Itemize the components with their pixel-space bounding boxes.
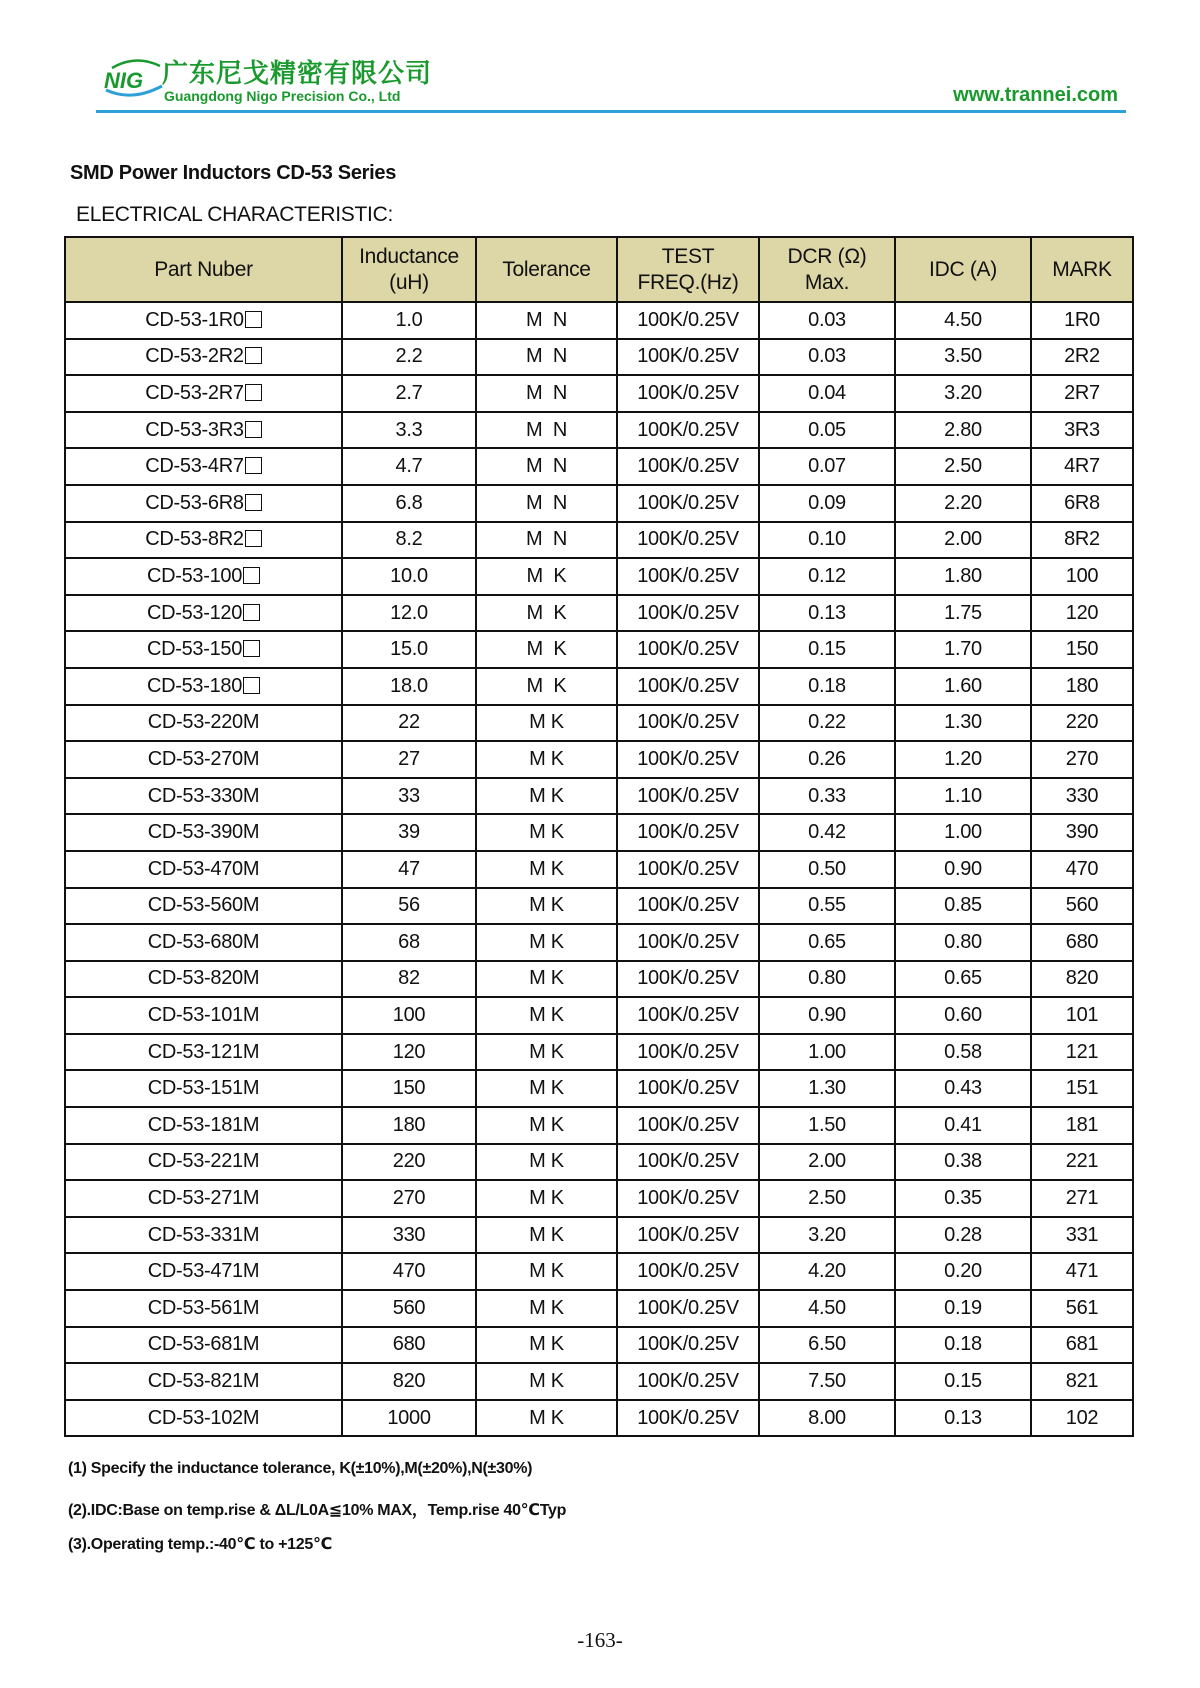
mark-cell: 331 <box>1031 1217 1133 1254</box>
table-row <box>65 851 1133 888</box>
mark-cell: 180 <box>1031 668 1133 705</box>
table-row <box>65 448 1133 485</box>
part-number-cell: CD-53-221M <box>65 1144 342 1181</box>
tolerance-cell: M K <box>476 1144 617 1181</box>
dcr-cell: 0.13 <box>759 595 895 632</box>
test-freq-cell: 100K/0.25V <box>617 741 759 778</box>
mark-cell: 561 <box>1031 1290 1133 1327</box>
part-number-cell: CD-53-101M <box>65 997 342 1034</box>
table-row <box>65 1107 1133 1144</box>
idc-cell: 0.90 <box>895 851 1031 888</box>
table-row <box>65 668 1133 705</box>
idc-cell: 1.00 <box>895 814 1031 851</box>
tolerance-cell: M K <box>476 741 617 778</box>
table-body <box>65 302 1133 1436</box>
col-header-dcr: DCR (Ω) Max. <box>759 237 895 302</box>
mark-cell: 1R0 <box>1031 302 1133 339</box>
part-number-cell: CD-53-120 <box>65 595 342 632</box>
idc-cell: 1.70 <box>895 631 1031 668</box>
dcr-cell: 0.22 <box>759 705 895 742</box>
table-row <box>65 412 1133 449</box>
inductance-cell: 27 <box>342 741 476 778</box>
test-freq-cell: 100K/0.25V <box>617 631 759 668</box>
tolerance-cell: M K <box>476 1253 617 1290</box>
test-freq-cell: 100K/0.25V <box>617 339 759 376</box>
part-number-cell: CD-53-271M <box>65 1180 342 1217</box>
part-number-cell: CD-53-390M <box>65 814 342 851</box>
mark-cell: 390 <box>1031 814 1133 851</box>
test-freq-cell: 100K/0.25V <box>617 778 759 815</box>
tolerance-cell: M K <box>476 997 617 1034</box>
tolerance-cell: M K <box>476 961 617 998</box>
dcr-cell: 0.33 <box>759 778 895 815</box>
table-row <box>65 1180 1133 1217</box>
inductance-cell: 180 <box>342 1107 476 1144</box>
idc-cell: 1.80 <box>895 558 1031 595</box>
inductance-cell: 39 <box>342 814 476 851</box>
table-row <box>65 302 1133 339</box>
tolerance-cell: M K <box>476 1217 617 1254</box>
tolerance-cell: M N <box>476 448 617 485</box>
dcr-cell: 0.03 <box>759 339 895 376</box>
idc-cell: 0.80 <box>895 924 1031 961</box>
test-freq-cell: 100K/0.25V <box>617 1070 759 1107</box>
dcr-cell: 0.90 <box>759 997 895 1034</box>
test-freq-cell: 100K/0.25V <box>617 375 759 412</box>
tolerance-cell: M K <box>476 1327 617 1364</box>
dcr-cell: 0.18 <box>759 668 895 705</box>
inductance-cell: 150 <box>342 1070 476 1107</box>
dcr-cell: 0.03 <box>759 302 895 339</box>
part-number-cell: CD-53-561M <box>65 1290 342 1327</box>
part-number-cell: CD-53-150 <box>65 631 342 668</box>
mark-cell: 2R2 <box>1031 339 1133 376</box>
mark-cell: 821 <box>1031 1363 1133 1400</box>
test-freq-cell: 100K/0.25V <box>617 961 759 998</box>
inductance-cell: 1.0 <box>342 302 476 339</box>
dcr-cell: 0.04 <box>759 375 895 412</box>
inductance-cell: 1000 <box>342 1400 476 1437</box>
idc-cell: 0.28 <box>895 1217 1031 1254</box>
idc-cell: 0.41 <box>895 1107 1031 1144</box>
table-row <box>65 1217 1133 1254</box>
part-number-cell: CD-53-151M <box>65 1070 342 1107</box>
table-row <box>65 375 1133 412</box>
test-freq-cell: 100K/0.25V <box>617 1034 759 1071</box>
page-header <box>96 50 1126 112</box>
idc-cell: 2.50 <box>895 448 1031 485</box>
idc-cell: 1.30 <box>895 705 1031 742</box>
tolerance-code-box <box>245 311 262 328</box>
inductance-cell: 4.7 <box>342 448 476 485</box>
inductance-cell: 120 <box>342 1034 476 1071</box>
tolerance-cell: M K <box>476 851 617 888</box>
part-number-cell: CD-53-331M <box>65 1217 342 1254</box>
inductance-cell: 15.0 <box>342 631 476 668</box>
tolerance-cell: M K <box>476 558 617 595</box>
part-number-cell: CD-53-470M <box>65 851 342 888</box>
tolerance-cell: M N <box>476 412 617 449</box>
inductance-cell: 82 <box>342 961 476 998</box>
inductance-cell: 820 <box>342 1363 476 1400</box>
test-freq-cell: 100K/0.25V <box>617 705 759 742</box>
test-freq-cell: 100K/0.25V <box>617 924 759 961</box>
test-freq-cell: 100K/0.25V <box>617 412 759 449</box>
test-freq-cell: 100K/0.25V <box>617 851 759 888</box>
dcr-cell: 0.42 <box>759 814 895 851</box>
part-number-cell: CD-53-181M <box>65 1107 342 1144</box>
company-name-cn: 广东尼戈精密有限公司 <box>162 59 433 89</box>
mark-cell: 2R7 <box>1031 375 1133 412</box>
mark-cell: 6R8 <box>1031 485 1133 522</box>
col-header-tolerance: Tolerance <box>476 237 617 302</box>
table-row <box>65 888 1133 925</box>
dcr-cell: 7.50 <box>759 1363 895 1400</box>
tolerance-cell: M K <box>476 924 617 961</box>
inductance-cell: 22 <box>342 705 476 742</box>
mark-cell: 121 <box>1031 1034 1133 1071</box>
test-freq-cell: 100K/0.25V <box>617 1363 759 1400</box>
dcr-cell: 6.50 <box>759 1327 895 1364</box>
idc-cell: 4.50 <box>895 302 1031 339</box>
test-freq-cell: 100K/0.25V <box>617 595 759 632</box>
idc-cell: 0.58 <box>895 1034 1031 1071</box>
mark-cell: 330 <box>1031 778 1133 815</box>
idc-cell: 1.75 <box>895 595 1031 632</box>
inductance-cell: 56 <box>342 888 476 925</box>
tolerance-code-box <box>245 530 262 547</box>
part-number-cell: CD-53-121M <box>65 1034 342 1071</box>
idc-cell: 3.20 <box>895 375 1031 412</box>
table-row <box>65 961 1133 998</box>
idc-cell: 2.80 <box>895 412 1031 449</box>
inductance-cell: 12.0 <box>342 595 476 632</box>
table-row <box>65 558 1133 595</box>
inductance-cell: 470 <box>342 1253 476 1290</box>
table-row <box>65 924 1133 961</box>
idc-cell: 1.60 <box>895 668 1031 705</box>
tolerance-code-box <box>245 384 262 401</box>
part-number-cell: CD-53-820M <box>65 961 342 998</box>
note-1: (1) Specify the inductance tolerance, K(±10%),M(±20%),N(±30%) <box>68 1460 533 1477</box>
tolerance-code-box <box>243 604 260 621</box>
dcr-cell: 1.50 <box>759 1107 895 1144</box>
test-freq-cell: 100K/0.25V <box>617 1253 759 1290</box>
dcr-cell: 2.50 <box>759 1180 895 1217</box>
dcr-cell: 4.20 <box>759 1253 895 1290</box>
inductance-cell: 47 <box>342 851 476 888</box>
idc-cell: 0.20 <box>895 1253 1031 1290</box>
mark-cell: 181 <box>1031 1107 1133 1144</box>
electrical-characteristic-table <box>64 236 1134 1437</box>
dcr-cell: 4.50 <box>759 1290 895 1327</box>
part-number-cell: CD-53-100 <box>65 558 342 595</box>
mark-cell: 270 <box>1031 741 1133 778</box>
idc-cell: 0.18 <box>895 1327 1031 1364</box>
idc-cell: 2.20 <box>895 485 1031 522</box>
mark-cell: 151 <box>1031 1070 1133 1107</box>
document-title: SMD Power Inductors CD-53 Series <box>70 162 397 184</box>
dcr-cell: 0.09 <box>759 485 895 522</box>
mark-cell: 220 <box>1031 705 1133 742</box>
tolerance-cell: M K <box>476 1070 617 1107</box>
part-number-cell: CD-53-2R2 <box>65 339 342 376</box>
test-freq-cell: 100K/0.25V <box>617 1107 759 1144</box>
test-freq-cell: 100K/0.25V <box>617 668 759 705</box>
test-freq-cell: 100K/0.25V <box>617 1217 759 1254</box>
table-row <box>65 1070 1133 1107</box>
table-row <box>65 595 1133 632</box>
dcr-cell: 0.26 <box>759 741 895 778</box>
idc-cell: 0.60 <box>895 997 1031 1034</box>
tolerance-code-box <box>243 567 260 584</box>
test-freq-cell: 100K/0.25V <box>617 1144 759 1181</box>
mark-cell: 820 <box>1031 961 1133 998</box>
col-header-test-freq: TEST FREQ.(Hz) <box>617 237 759 302</box>
tolerance-cell: M N <box>476 522 617 559</box>
table-row <box>65 631 1133 668</box>
tolerance-cell: M N <box>476 302 617 339</box>
tolerance-cell: M N <box>476 485 617 522</box>
tolerance-code-box <box>245 457 262 474</box>
note-2: (2).IDC:Base on temp.rise & ΔL/L0A≦10% MAX，Temp.rise 40℃Typ <box>68 1502 567 1519</box>
mark-cell: 4R7 <box>1031 448 1133 485</box>
inductance-cell: 2.2 <box>342 339 476 376</box>
part-number-cell: CD-53-4R7 <box>65 448 342 485</box>
inductance-cell: 33 <box>342 778 476 815</box>
test-freq-cell: 100K/0.25V <box>617 448 759 485</box>
table-row <box>65 522 1133 559</box>
idc-cell: 0.43 <box>895 1070 1031 1107</box>
table-row <box>65 339 1133 376</box>
table-row <box>65 1400 1133 1437</box>
dcr-cell: 3.20 <box>759 1217 895 1254</box>
dcr-cell: 0.05 <box>759 412 895 449</box>
part-number-cell: CD-53-680M <box>65 924 342 961</box>
test-freq-cell: 100K/0.25V <box>617 1327 759 1364</box>
table-header-row <box>65 237 1133 302</box>
tolerance-cell: M N <box>476 375 617 412</box>
part-number-cell: CD-53-471M <box>65 1253 342 1290</box>
col-header-mark: MARK <box>1031 237 1133 302</box>
tolerance-code-box <box>243 640 260 657</box>
table-row <box>65 997 1133 1034</box>
inductance-cell: 100 <box>342 997 476 1034</box>
idc-cell: 0.35 <box>895 1180 1031 1217</box>
part-number-cell: CD-53-1R0 <box>65 302 342 339</box>
dcr-cell: 0.10 <box>759 522 895 559</box>
dcr-cell: 0.12 <box>759 558 895 595</box>
tolerance-code-box <box>245 494 262 511</box>
mark-cell: 101 <box>1031 997 1133 1034</box>
idc-cell: 3.50 <box>895 339 1031 376</box>
col-header-idc: IDC (A) <box>895 237 1031 302</box>
table-row <box>65 1363 1133 1400</box>
part-number-cell: CD-53-821M <box>65 1363 342 1400</box>
tolerance-cell: M K <box>476 1180 617 1217</box>
website-link[interactable]: www.trannei.com <box>953 84 1118 106</box>
mark-cell: 3R3 <box>1031 412 1133 449</box>
idc-cell: 2.00 <box>895 522 1031 559</box>
tolerance-cell: M K <box>476 1400 617 1437</box>
tolerance-cell: M K <box>476 888 617 925</box>
idc-cell: 1.10 <box>895 778 1031 815</box>
test-freq-cell: 100K/0.25V <box>617 522 759 559</box>
test-freq-cell: 100K/0.25V <box>617 302 759 339</box>
company-name-en: Guangdong Nigo Precision Co., Ltd <box>164 88 401 104</box>
tolerance-cell: M K <box>476 668 617 705</box>
part-number-cell: CD-53-180 <box>65 668 342 705</box>
part-number-cell: CD-53-3R3 <box>65 412 342 449</box>
part-number-cell: CD-53-8R2 <box>65 522 342 559</box>
tolerance-cell: M K <box>476 705 617 742</box>
dcr-cell: 0.07 <box>759 448 895 485</box>
notes-section <box>68 1460 1068 1571</box>
part-number-cell: CD-53-2R7 <box>65 375 342 412</box>
col-header-inductance: Inductance (uH) <box>342 237 476 302</box>
dcr-cell: 0.80 <box>759 961 895 998</box>
test-freq-cell: 100K/0.25V <box>617 1180 759 1217</box>
part-number-cell: CD-53-560M <box>65 888 342 925</box>
idc-cell: 0.15 <box>895 1363 1031 1400</box>
inductance-cell: 270 <box>342 1180 476 1217</box>
tolerance-cell: M N <box>476 339 617 376</box>
idc-cell: 0.65 <box>895 961 1031 998</box>
inductance-cell: 6.8 <box>342 485 476 522</box>
logo-text: NIG <box>104 68 144 93</box>
mark-cell: 120 <box>1031 595 1133 632</box>
idc-cell: 0.38 <box>895 1144 1031 1181</box>
test-freq-cell: 100K/0.25V <box>617 814 759 851</box>
dcr-cell: 0.50 <box>759 851 895 888</box>
table-row <box>65 1327 1133 1364</box>
table-row <box>65 485 1133 522</box>
part-number-cell: CD-53-270M <box>65 741 342 778</box>
tolerance-cell: M K <box>476 1034 617 1071</box>
table-row <box>65 814 1133 851</box>
dcr-cell: 0.55 <box>759 888 895 925</box>
inductance-cell: 10.0 <box>342 558 476 595</box>
test-freq-cell: 100K/0.25V <box>617 1290 759 1327</box>
table-row <box>65 705 1133 742</box>
inductance-cell: 680 <box>342 1327 476 1364</box>
tolerance-cell: M K <box>476 1107 617 1144</box>
table-row <box>65 1034 1133 1071</box>
test-freq-cell: 100K/0.25V <box>617 558 759 595</box>
inductance-cell: 8.2 <box>342 522 476 559</box>
section-title: ELECTRICAL CHARACTERISTIC: <box>76 203 393 226</box>
mark-cell: 221 <box>1031 1144 1133 1181</box>
inductance-cell: 18.0 <box>342 668 476 705</box>
mark-cell: 8R2 <box>1031 522 1133 559</box>
test-freq-cell: 100K/0.25V <box>617 997 759 1034</box>
mark-cell: 150 <box>1031 631 1133 668</box>
tolerance-cell: M K <box>476 1363 617 1400</box>
tolerance-cell: M K <box>476 631 617 668</box>
mark-cell: 100 <box>1031 558 1133 595</box>
page-number: -163- <box>577 1628 623 1652</box>
idc-cell: 0.19 <box>895 1290 1031 1327</box>
test-freq-cell: 100K/0.25V <box>617 888 759 925</box>
tolerance-code-box <box>245 421 262 438</box>
part-number-cell: CD-53-220M <box>65 705 342 742</box>
idc-cell: 0.85 <box>895 888 1031 925</box>
dcr-cell: 0.65 <box>759 924 895 961</box>
tolerance-cell: M K <box>476 1290 617 1327</box>
nigo-logo-icon <box>102 56 168 100</box>
mark-cell: 470 <box>1031 851 1133 888</box>
inductance-cell: 220 <box>342 1144 476 1181</box>
tolerance-cell: M K <box>476 595 617 632</box>
mark-cell: 680 <box>1031 924 1133 961</box>
part-number-cell: CD-53-102M <box>65 1400 342 1437</box>
dcr-cell: 1.30 <box>759 1070 895 1107</box>
part-number-cell: CD-53-330M <box>65 778 342 815</box>
idc-cell: 0.13 <box>895 1400 1031 1437</box>
test-freq-cell: 100K/0.25V <box>617 485 759 522</box>
idc-cell: 1.20 <box>895 741 1031 778</box>
tolerance-code-box <box>245 347 262 364</box>
table-row <box>65 1290 1133 1327</box>
test-freq-cell: 100K/0.25V <box>617 1400 759 1437</box>
part-number-cell: CD-53-681M <box>65 1327 342 1364</box>
header-divider <box>96 110 1126 113</box>
mark-cell: 471 <box>1031 1253 1133 1290</box>
dcr-cell: 8.00 <box>759 1400 895 1437</box>
inductance-cell: 330 <box>342 1217 476 1254</box>
mark-cell: 271 <box>1031 1180 1133 1217</box>
table-row <box>65 1253 1133 1290</box>
dcr-cell: 1.00 <box>759 1034 895 1071</box>
note-3: (3).Operating temp.:-40℃ to +125℃ <box>68 1536 333 1553</box>
inductance-cell: 3.3 <box>342 412 476 449</box>
inductance-cell: 560 <box>342 1290 476 1327</box>
table-row <box>65 741 1133 778</box>
tolerance-cell: M K <box>476 778 617 815</box>
mark-cell: 681 <box>1031 1327 1133 1364</box>
inductance-cell: 68 <box>342 924 476 961</box>
dcr-cell: 2.00 <box>759 1144 895 1181</box>
tolerance-code-box <box>243 677 260 694</box>
mark-cell: 560 <box>1031 888 1133 925</box>
dcr-cell: 0.15 <box>759 631 895 668</box>
part-number-cell: CD-53-6R8 <box>65 485 342 522</box>
col-header-part: Part Nuber <box>65 237 342 302</box>
table-row <box>65 1144 1133 1181</box>
table-row <box>65 778 1133 815</box>
tolerance-cell: M K <box>476 814 617 851</box>
inductance-cell: 2.7 <box>342 375 476 412</box>
mark-cell: 102 <box>1031 1400 1133 1437</box>
